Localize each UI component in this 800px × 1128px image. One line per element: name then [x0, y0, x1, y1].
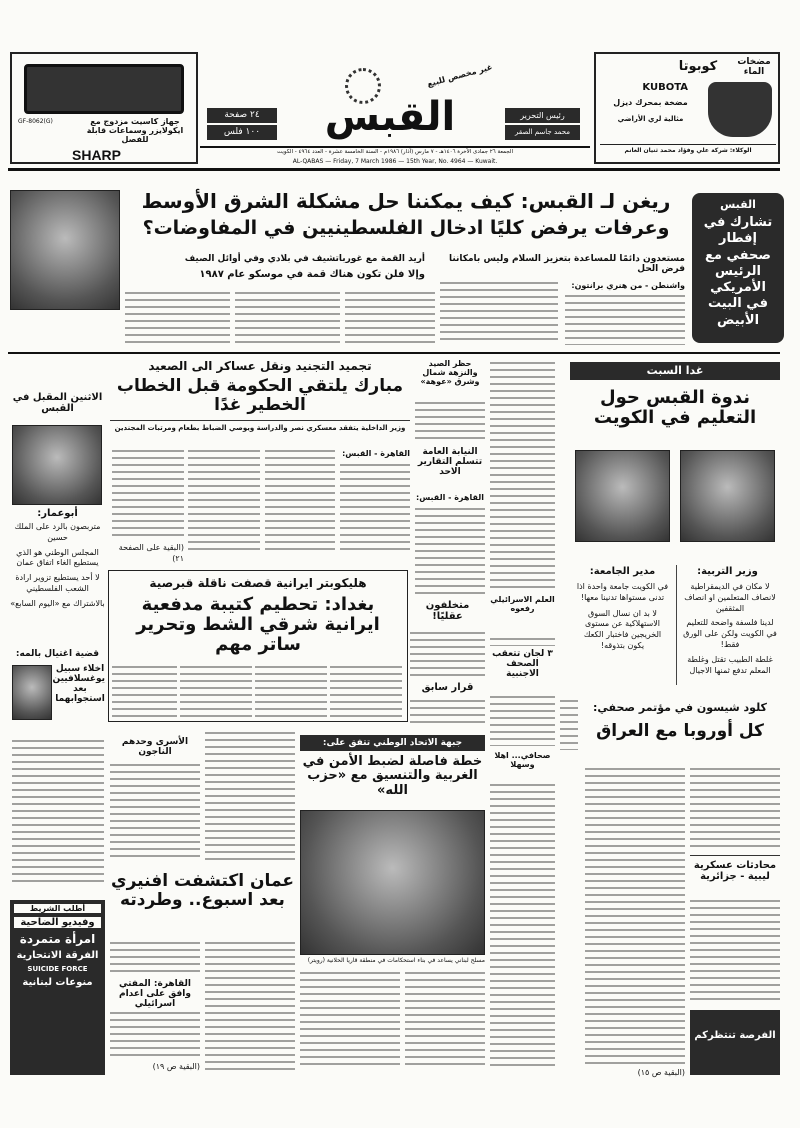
lebanon-gunman-photo: [300, 810, 485, 955]
ad-text: جهاز كاسيت مزدوج مع ايكولايزر وسماعات قابلة للفصل: [86, 117, 184, 144]
lead-headline-2: وعرفات يرفض كليًا ادخال الفلسطينيين في المفاوضات؟: [142, 217, 670, 239]
body-text-column: [110, 1012, 200, 1060]
body-text-column: [490, 362, 555, 590]
ad-line: منوعات لبنانية: [22, 977, 93, 988]
lebanon-headline: خطة فاصلة لضبط الأمن في الغربية والتنسيق مع «حزب الله»: [302, 754, 483, 798]
box-text: تشارك في إفطار صحفي مع الرئيس الأمريكي في البيت الأبيض: [703, 215, 773, 328]
amman-headline: عمان اكتشفت افنيري بعد اسبوع.. وطردته: [111, 871, 294, 910]
header-rule: [8, 168, 780, 171]
continued-note[interactable]: (البقية ص ١٥): [637, 1068, 685, 1077]
ad-line: SUICIDE FORCE: [27, 965, 88, 973]
pages-count: ٢٤ صفحة: [207, 108, 277, 123]
date-line-arabic: الجمعة ٢٦ جمادى الآخرة ١٤٠٦هـ - ٧ مارس (آذار) ١٩٨٦م - السنة الخامسة عشرة - العدد ٤٩٦٤ - الكويت: [277, 149, 513, 155]
body-text-column: [112, 666, 177, 718]
body-text-column: [415, 402, 485, 444]
bottom-right-ad[interactable]: الفرصة تنتظركم: [690, 1010, 780, 1075]
quote-item: المجلس الوطني هو الذي يستطيع الغاء اتفاق عمان: [16, 547, 99, 568]
ad-line: الفرقة الانتحارية: [16, 950, 99, 961]
column-headline: متخلفون عقليًا!: [425, 600, 470, 622]
body-text-column: [405, 972, 485, 1070]
university-director-photo: [575, 450, 670, 542]
director-quotes: [575, 582, 670, 652]
date-line-english: AL-QABAS — Friday, 7 March 1986 — 15th Year, No. 4964 — Kuwait.: [292, 158, 498, 165]
column-divider: [676, 565, 677, 685]
editor-name: محمد جاسم الصقر: [505, 125, 580, 140]
sharp-ad[interactable]: [10, 52, 198, 164]
dateline: واشنطن - من هنري برانتون:: [571, 281, 685, 290]
box-title: القبس: [720, 198, 756, 211]
ad-line: امرأة متمردة: [19, 932, 96, 946]
arafat-name: أبوعمار:: [37, 508, 78, 519]
quote-item: لا بد ان نسال السوق الاستهلاكية عن مستوى الخريجين فاختبار الكعك يكون بتذوقه!: [583, 608, 662, 650]
ad-agent: الوكلاء: شركة علي وفؤاد محمد ثنيان الغانم: [600, 144, 776, 155]
woman-photo: [12, 665, 52, 720]
quote-item: متربصون بالرد على الملك حسين: [14, 522, 101, 542]
column-headline: صحافي... اهلا وسهلا: [494, 751, 551, 769]
body-text-column: [112, 450, 184, 540]
ad-line: مضخة بمحرك ديزل: [613, 98, 688, 107]
arafat-points: [10, 522, 105, 610]
ad-line: وفيديو الضاحية: [14, 917, 101, 928]
column-headline: ٣ لجان تتعقب الصحف الاجنبية: [492, 649, 553, 679]
seminar-banner: غدا السبت: [570, 362, 780, 380]
murder-title: قضية اغتيال بالمه:: [15, 649, 100, 659]
minister-quotes: [680, 582, 780, 676]
fishing-title: حظر الصيد والنزهة شمال وشرق «عوهة»: [420, 359, 480, 386]
video-cassette-ad[interactable]: [10, 900, 105, 1075]
ad-brand-ar: كوبوتا: [678, 59, 718, 74]
cheysson-kicker: كلود شيسون في مؤتمر صحفي:: [593, 701, 767, 714]
body-text-column: [12, 740, 104, 885]
masthead-rule: [200, 146, 590, 148]
section-rule: [8, 352, 780, 354]
education-minister-photo: [680, 450, 775, 542]
reagan-photo: [10, 190, 120, 310]
body-text-column: [690, 900, 780, 1000]
body-text-column: [330, 666, 402, 718]
body-text-column: [255, 666, 327, 718]
lead-subhead: مستعدون دائمًا للمساعدة بتعزيز السلام وليس بامكاننا فرض الحل: [448, 254, 685, 274]
quote-item: لا مكان في الديمقراطية لانصاف المتعلمين او انصاف المثقفين: [684, 582, 776, 613]
editor-label: رئيس التحرير: [505, 108, 580, 123]
body-text-column: [188, 450, 260, 554]
kubota-logo: KUBOTA: [642, 82, 688, 93]
amman-subhead: القاهرة: المفتي وافق على اعدام اسرائيلي: [119, 979, 191, 1009]
body-text-column: [110, 942, 200, 974]
dateline: القاهرة - القبس:: [416, 493, 484, 502]
quote-item: غلطة الطبيب تقتل وغلطة المعلم تدفع ثمنها الاجيال: [687, 654, 773, 675]
body-text-column: [440, 282, 558, 345]
ad-model: GF-8062(G): [18, 118, 53, 125]
quote-item: لا أحد يستطيع تزوير ارادة الشعب الفلسطيني: [15, 573, 100, 593]
lead-subhead: وإلا فلن تكون هناك قمة في موسكو عام ١٩٨٧: [199, 269, 425, 280]
iraq-headline: بغداد: تحطيم كتيبة مدفعية ايرانية شرقي الشط وتحرير ساتر مهم: [136, 594, 380, 655]
fishing-subhead: النيابة العامة تتسلم التقارير الاحد: [417, 447, 483, 477]
body-text-column: [410, 700, 485, 728]
body-text-column: [205, 942, 295, 1073]
murder-text: اخلاء سبيل يوغسلافيين بعد استجوابهما: [52, 664, 105, 704]
lead-box[interactable]: [692, 193, 784, 343]
body-text-column: [490, 696, 555, 746]
body-text-column: [300, 972, 400, 1070]
body-text-column: [265, 450, 335, 554]
cheysson-headline: كل أوروبا مع العراق: [596, 721, 764, 741]
seminar-title: ندوة القبس حول التعليم في الكويت: [593, 387, 757, 428]
body-text-column: [585, 768, 685, 1064]
body-text-column: [235, 292, 340, 345]
body-text-column: [410, 632, 485, 676]
body-text-column: [415, 508, 485, 594]
continued-note[interactable]: (البقية ص ١٩): [152, 1062, 200, 1071]
arafat-promo: الاثنين المقبل في القبس: [12, 392, 103, 414]
egypt-subhead: وزير الداخلية يتفقد معسكري نصر والدراسة ويوصي الضباط بطعام ومرتبات المجندين: [110, 420, 410, 433]
libya-headline: محادثات عسكرية ليبية - جزائرية: [690, 855, 780, 882]
ad-line: أطلب الشريط: [14, 904, 101, 913]
credit: بالاشتراك مع «اليوم السابع»: [10, 598, 105, 608]
education-minister-heading: وزير التربية:: [697, 566, 758, 577]
egypt-headline: مبارك يلتقي الحكومة قبل الخطاب الخطير غدًا: [116, 376, 404, 415]
body-text-column: [340, 464, 410, 554]
quote-item: في الكويت جامعة واحدة اذا تدنى مستواها تدنينا معها!: [576, 582, 669, 602]
quote-item: لدينا فلسفة واضحة للتعليم في الكويت ولكن على الورق فقط!: [683, 618, 777, 649]
body-text-column: [565, 295, 685, 345]
sharp-logo: SHARP: [72, 147, 122, 163]
cassette-player-image: [24, 64, 184, 114]
dateline: القاهرة - القبس:: [342, 449, 410, 458]
continued-note[interactable]: (البقية على الصفحة ٢١): [118, 543, 184, 563]
body-text-column: [490, 784, 555, 1070]
lebanon-kicker: جبهة الاتحاد الوطني تتفق على:: [300, 735, 485, 751]
body-text-column: [180, 666, 252, 718]
university-director-heading: مدير الجامعة:: [589, 566, 656, 577]
egypt-kicker: تجميد التجنيد ونقل عساكر الى الصعيد: [148, 359, 372, 373]
kubota-ad[interactable]: [594, 52, 780, 164]
price: ١٠٠ فلس: [207, 125, 277, 140]
lead-headline: ريغن لـ القبس: كيف يمكننا حل مشكلة الشرق الأوسط: [141, 189, 671, 213]
body-text-column: [490, 638, 555, 646]
photo-caption: مسلح لبناني يساعد في بناء استحكامات في منطقة قاريا الحلانية (رويتر): [307, 957, 485, 964]
prisoners-headline: الأسرى وحدهم الناجون: [121, 737, 189, 757]
column-headline: قرار سابق: [421, 682, 474, 693]
body-text-column: [110, 764, 200, 860]
tagline: غير مخصص للبيع: [426, 62, 494, 89]
pump-image: [708, 82, 772, 137]
body-text-column: [345, 292, 435, 345]
ad-line: مثالية لري الأراضي: [617, 115, 684, 123]
arafat-photo: [12, 425, 102, 505]
body-text-column: [690, 768, 780, 848]
iraq-kicker: هليكوبتر ايرانية قصفت ناقلة قبرصية: [149, 576, 367, 590]
body-text-column: [205, 732, 295, 860]
lead-subhead: أريد القمة مع غورباتشيف في بلادي وفي أوائل الصيف: [184, 254, 425, 264]
ad-title: مضخات الماء: [737, 57, 771, 77]
column-headline: العلم الاسرائيلي رفعوه: [490, 595, 555, 613]
newspaper-logo: القبس: [324, 94, 456, 140]
body-text-column: [125, 292, 230, 345]
